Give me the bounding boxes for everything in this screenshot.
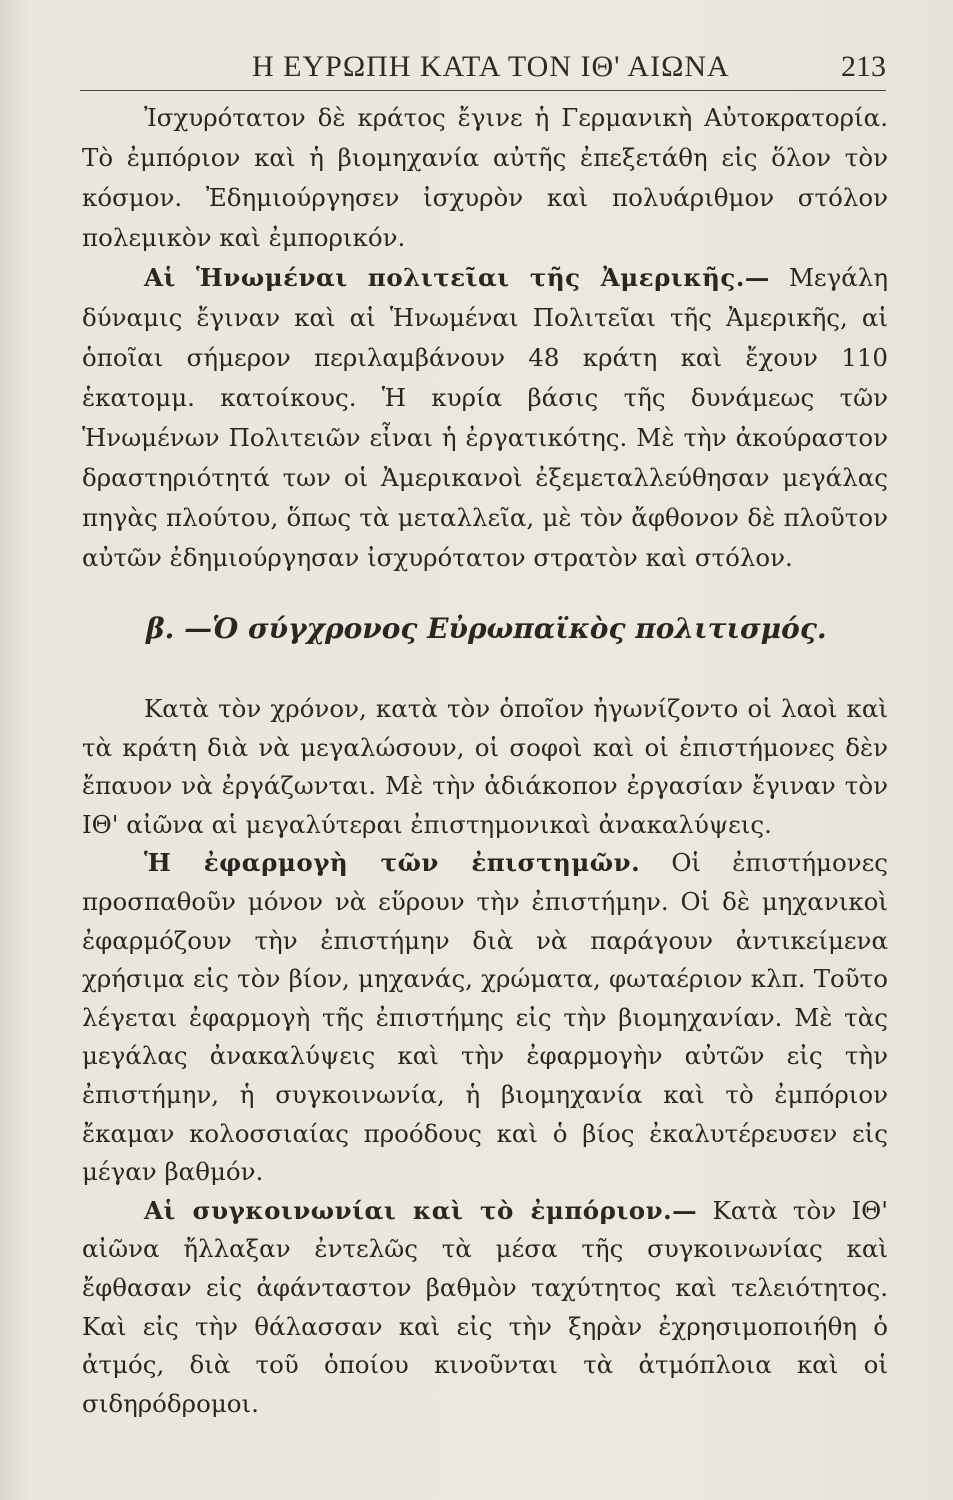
paragraph-text: Μεγάλη δύναμις ἔγιναν καὶ αἱ Ἡνωμέναι Πολιτεῖαι τῆς Ἀμερικῆς, αἱ ὁποῖαι σήμερον περιλαμβάνουν 48 κράτη καὶ ἔχουν 110 ἑκατομμ. κατοίκους. Ἡ κυρία βάσις τῆς δυνάμεως τῶν Ἡνωμένων Πολιτειῶν εἶναι ἡ ἐργατικότης. Μὲ τὴν ἀκούραστον δραστηριότητά των οἱ Ἀμερικανοὶ ἐξεμεταλλεύθησαν μεγάλας πηγὰς πλούτου, ὅπως τὰ μεταλλεῖα, μὲ τὸν ἄφθονον δὲ πλοῦτον αὐτῶν ἐδημιούργησαν ἰσχυρότατον στρατὸν καὶ στόλον. — [82, 263, 888, 572]
page-header — [80, 50, 886, 91]
paragraph — [82, 1192, 888, 1424]
paragraph — [82, 844, 888, 1191]
paragraph-text: Οἱ ἐπιστήμονες προσπαθοῦν μόνον νὰ εὕρουν τὴν ἐπιστήμην. Οἱ δὲ μηχανικοὶ ἐφαρμόζουν τὴν ἐπιστήμην διὰ νὰ παράγουν ἀντικείμενα χρήσιμα εἰς τὸν βίον, μηχανάς, χρώματα, φωταέριον κλπ. Τοῦτο λέγεται ἐφαρμογὴ τῆς ἐπιστήμης εἰς τὴν βιομηχανίαν. Μὲ τὰς μεγάλας ἀνακαλύψεις καὶ τὴν ἐφαρμογὴν αὐτῶν εἰς τὴν ἐπιστήμην, ἡ συγκοινωνία, ἡ βιομηχανία καὶ τὸ ἐμπόριον ἔκαμαν κολοσσιαίας προόδους καὶ ὁ βίος ἐκαλυτέρευσεν εἰς μέγαν βαθμόν. — [82, 848, 889, 1187]
paragraph-heading: Αἱ συγκοινωνίαι καὶ τὸ ἐμπόριον.— — [144, 1195, 698, 1225]
paragraph-heading: Ἡ ἐφαρμογὴ τῶν ἐπιστημῶν. — [144, 848, 641, 878]
paragraph-text: Ἰσχυρότατον δὲ κράτος ἔγινε ἡ Γερμανικὴ Αὐτοκρατορία. Τὸ ἐμπόριον καὶ ἡ βιομηχανία αὐτῆς ἐπεξετάθη εἰς ὅλον τὸν κόσμον. Ἐδημιούργησεν ἰσχυρὸν καὶ πολυάριθμον στόλον πολεμικὸν καὶ ἐμπορικόν. — [82, 103, 888, 252]
body-text-bottom — [82, 690, 888, 1423]
running-title: Η ΕΥΡΩΠΗ ΚΑΤΑ ΤΟΝ ΙΘ' ΑΙΩΝΑ — [252, 50, 730, 83]
body-text-top — [82, 98, 888, 578]
paragraph-text: Κατὰ τὸν ΙΘ' αἰῶνα ἤλλαξαν ἐντελῶς τὰ μέσα τῆς συγκοινωνίας καὶ ἔφθασαν εἰς ἀφάνταστον βαθμὸν ταχύτητος καὶ τελειότητος. Καὶ εἰς τὴν θάλασσαν καὶ εἰς τὴν ξηρὰν ἐχρησιμοποιήθη ὁ ἀτμός, διὰ τοῦ ὁποίου κινοῦνται τὰ ἀτμόπλοια καὶ οἱ σιδηρόδρομοι. — [82, 1195, 889, 1418]
section-title: β. —Ὁ σύγχρονος Εὐρωπαϊκὸς πολιτισμός. — [146, 612, 827, 645]
paragraph — [82, 258, 888, 578]
paragraph — [82, 690, 888, 844]
paragraph-heading: Αἱ Ἡνωμέναι πολιτεῖαι τῆς Ἀμερικῆς.— — [144, 263, 770, 292]
paragraph-text: Κατὰ τὸν χρόνον, κατὰ τὸν ὁποῖον ἠγωνίζοντο οἱ λαοὶ καὶ τὰ κράτη διὰ νὰ μεγαλώσουν, οἱ σοφοὶ καὶ οἱ ἐπιστήμονες δὲν ἔπαυον νὰ ἐργάζωνται. Μὲ τὴν ἀδιάκοπον ἐργασίαν ἔγιναν τὸν ΙΘ' αἰῶνα αἱ μεγαλύτεραι ἐπιστημονικαὶ ἀνακαλύψεις. — [82, 694, 888, 839]
paragraph — [82, 98, 888, 258]
page-number: 213 — [841, 50, 886, 83]
